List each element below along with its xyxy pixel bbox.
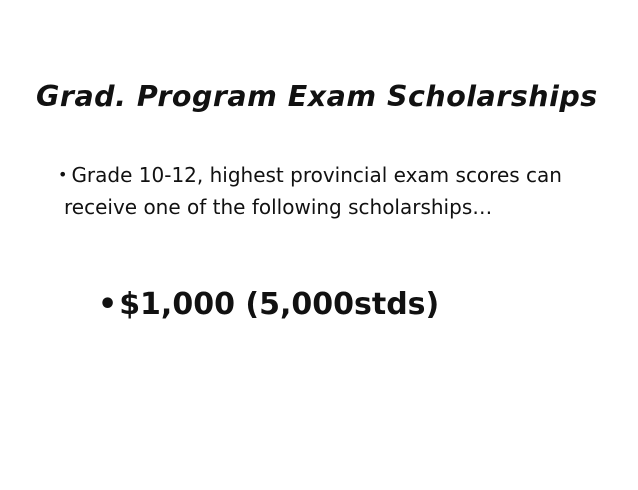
intro-paragraph (58, 160, 584, 222)
clip-band (0, 388, 638, 479)
scholarship-list (98, 283, 470, 402)
slide-title: Grad. Program Exam Scholarships (36, 80, 598, 113)
bullet-icon: • (58, 165, 68, 184)
bullet-icon: • (98, 287, 118, 322)
list-item (98, 283, 470, 327)
scholarship-amount: $1,000 (5,000stds) (119, 287, 440, 322)
intro-text: Grade 10-12, highest provincial exam scores can receive one of the following scholarships… (64, 163, 562, 219)
